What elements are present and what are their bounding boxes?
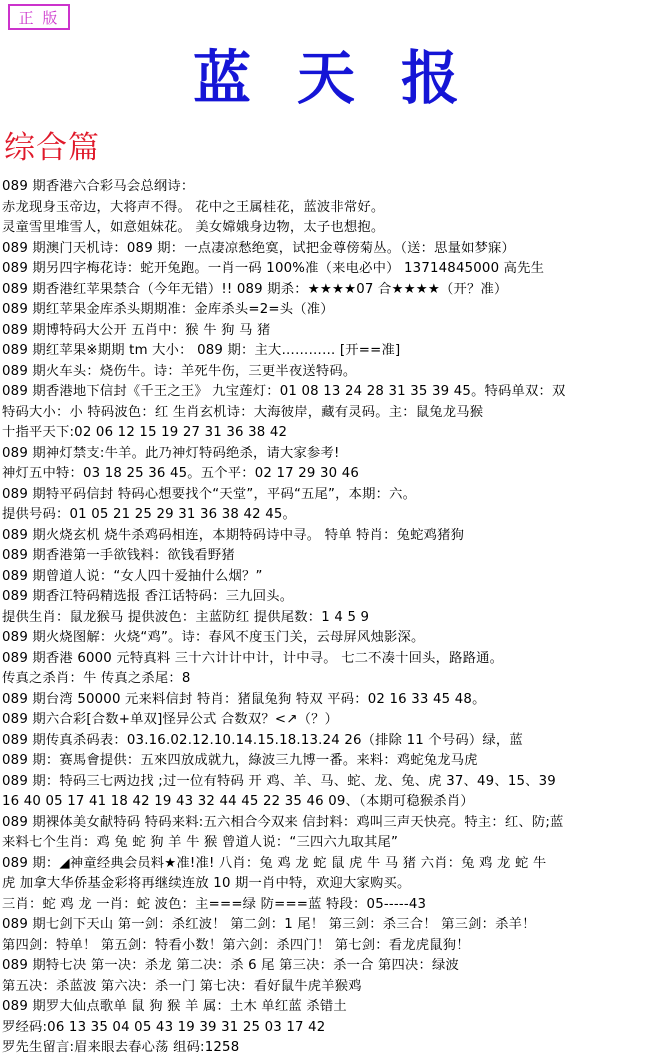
text-line: 089 期香港六合彩马会总纲诗： xyxy=(2,179,195,194)
text-line: 虎 加拿大华侨基金彩将再继续连放 10 期一肖中特，欢迎大家购买。 xyxy=(2,876,411,891)
text-line: 罗经码:06 13 35 04 05 43 19 39 31 25 03 17 42 xyxy=(2,1019,326,1035)
text-line: 089 期红苹果※期期 tm 大小： 089 期：主大………… [开==准] xyxy=(2,343,401,358)
text-line: 灵童雪里堆雪人，如意姐妹花。 美女嫦娥身边物，太子也想抱。 xyxy=(2,220,385,235)
text-line: 赤龙现身玉帝边，大将声不得。 花中之王属桂花，蓝波非常好。 xyxy=(2,199,385,215)
text-line: 089 期：特码三七两边找 ;过一位有特码 开 鸡、羊、马、蛇、龙、兔、虎 37、49、15、39 xyxy=(2,773,556,789)
text-line: 089 期红苹果金库杀头期期准：金库杀头=2=头（准） xyxy=(2,302,334,317)
text-line: 089 期澳门天机诗：089 期：一点凄凉愁绝寞，试把金尊傍菊丛。（送：思量如梦寐） xyxy=(2,240,516,256)
text-line: 神灯五中特：03 18 25 36 45。五个平：02 17 29 30 46 xyxy=(2,466,360,481)
text-line: 089 期香港第一手欲钱料：欲钱看野猪 xyxy=(2,548,235,563)
text-line: 089 期特七决 第一决：杀龙 第二决：杀 6 尾 第三决：杀一合 第四决：绿波 xyxy=(2,958,460,973)
article-body xyxy=(2,177,652,1059)
text-line: 传真之杀肖：牛 传真之杀尾：8 xyxy=(2,671,191,686)
text-line: 罗先生留言:眉来眼去春心荡 组码:1258 xyxy=(2,1040,240,1055)
text-line: 089 期七剑下天山 第一剑：杀红波！ 第二剑：1 尾！ 第三剑：杀三合！ 第三剑：杀羊！ xyxy=(2,917,536,932)
text-line: 特码大小：小 特码波色：红 生肖玄机诗：大海彼岸，藏有灵码。主：鼠兔龙马猴 xyxy=(2,404,484,420)
text-line: 089 期六合彩[合数+单双]怪异公式 合数双？<↗（？） xyxy=(2,712,339,727)
text-line: 089 期香江特码精选报 香江话特码：三九回头。 xyxy=(2,589,294,604)
text-line: 089 期火烧图解：火烧“鸡”。诗：春风不度玉门关，云母屏风烛影深。 xyxy=(2,630,425,645)
text-line: 提供号码：01 05 21 25 29 31 36 38 42 45。 xyxy=(2,507,297,522)
text-line: 089 期另四字梅花诗：蛇开兔跑。一肖一码 100%准（来电必中） 13714845000 高先生 xyxy=(2,261,545,276)
text-line: 16 40 05 17 41 18 42 19 43 32 44 45 22 35 46 09、（本期可稳猴杀肖） xyxy=(2,794,474,809)
text-line: 089 期台湾 50000 元来料信封 特肖：猪鼠兔狗 特双 平码：02 16 33 45 48。 xyxy=(2,691,486,707)
text-line: 089 期：赛馬會提供：五來四放成就九，綠波三九博一番。来料：鸡蛇兔龙马虎 xyxy=(2,753,478,768)
text-line: 089 期特平码信封 特码心想要找个“天堂”，平码“五尾”，本期：六。 xyxy=(2,486,417,502)
text-line: 089 期裸体美女献特码 特码来料:五六相合今双来 信封料：鸡叫三声天快亮。特主：红、防;蓝 xyxy=(2,814,564,830)
text-line: 十指平天下:02 06 12 15 19 27 31 36 38 42 xyxy=(2,425,288,440)
text-line: 089 期香港地下信封《千王之王》 九宝莲灯：01 08 13 24 28 31 35 39 45。特码单双：双 xyxy=(2,384,566,399)
text-line: 089 期香港 6000 元特真料 三十六计计中计，计中寻。 七二不凑十回头，路路通。 xyxy=(2,650,504,666)
text-line: 三肖：蛇 鸡 龙 一肖：蛇 波色：主===绿 防===蓝 特段：05-----43 xyxy=(2,896,427,912)
text-line: 第五决：杀蓝波 第六决：杀一门 第七决：看好鼠牛虎羊猴鸡 xyxy=(2,978,362,994)
text-line: 来料七个生肖：鸡 兔 蛇 狗 羊 牛 猴 曾道人说：“三四六九取其尾” xyxy=(2,835,399,850)
edition-badge: 正 版 xyxy=(8,4,70,30)
text-line: 第四剑：特单！ 第五剑：特看小数！第六剑：杀四门！ 第七剑：看龙虎鼠狗！ xyxy=(2,937,470,953)
text-line: 089 期火烧玄机 烧牛杀鸡码相连，本期特码诗中寻。 特单 特肖：兔蛇鸡猪狗 xyxy=(2,527,465,543)
text-line: 089 期罗大仙点歌单 鼠 狗 猴 羊 属：土木 单红蓝 杀错土 xyxy=(2,999,347,1014)
text-line: 089 期火车头：烧伤牛。诗：羊死牛伤，三更半夜送特码。 xyxy=(2,363,357,379)
text-line: 089 期：◢神童经典会员料★准!准! 八肖：兔 鸡 龙 蛇 鼠 虎 牛 马 猪 六肖：兔 鸡 龙 蛇 牛 xyxy=(2,855,547,871)
text-line: 089 期香港红苹果禁合（今年无错）!! 089 期杀：★★★★07 合★★★★（开？准） xyxy=(2,281,508,297)
text-line: 089 期传真杀码表：03.16.02.12.10.14.15.18.13.24 26（排除 11 个号码）绿，蓝 xyxy=(2,732,523,748)
text-line: 提供生肖：鼠龙猴马 提供波色：主蓝防红 提供尾数：1 4 5 9 xyxy=(2,609,370,625)
text-line: 089 期博特码大公开 五肖中：猴 牛 狗 马 猪 xyxy=(2,322,271,338)
section-heading: 综合篇 xyxy=(4,130,100,166)
masthead-title: 蓝天报 xyxy=(192,44,505,112)
text-line: 089 期神灯禁支:牛羊。此乃神灯特码绝杀，请大家参考! xyxy=(2,445,340,461)
text-line: 089 期曾道人说：“女人四十爱抽什么烟？” xyxy=(2,568,263,584)
